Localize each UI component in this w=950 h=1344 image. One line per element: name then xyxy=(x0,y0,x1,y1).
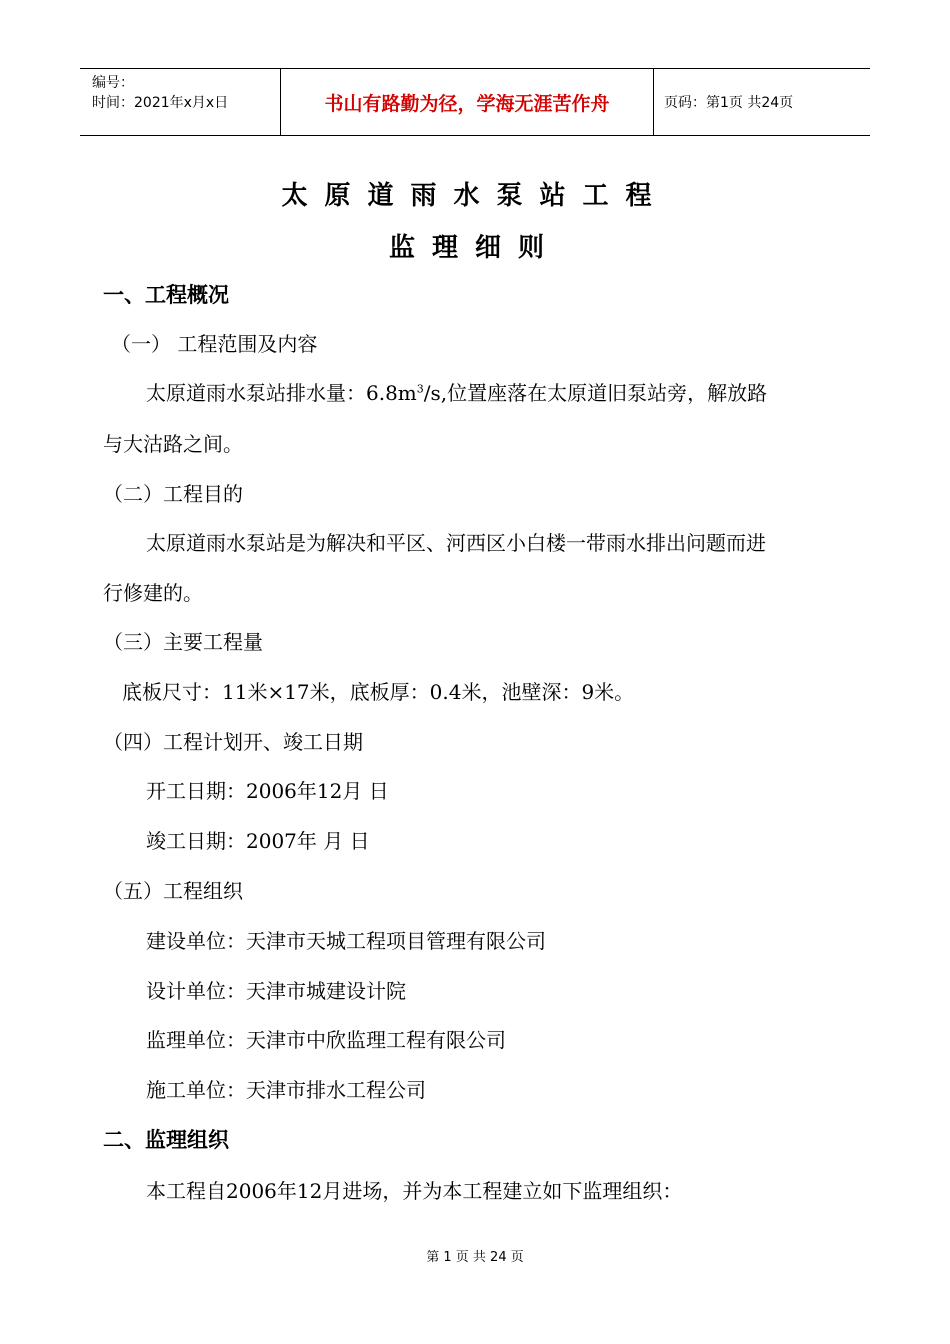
sub2-paragraph: 太原道雨水泵站是为解决和平区、河西区小白楼一带雨水排出问题而进 xyxy=(146,531,766,555)
end-date: 竣工日期：2007年 月 日 xyxy=(146,829,370,853)
org-build: 建设单位：天津市天城工程项目管理有限公司 xyxy=(146,929,546,953)
start-date: 开工日期：2006年12月 日 xyxy=(146,779,389,803)
superscript: 3 xyxy=(416,382,424,396)
sub2-paragraph-cont: 行修建的。 xyxy=(103,581,203,605)
org-design: 设计单位：天津市城建设计院 xyxy=(146,979,406,1003)
sub3-heading: （三）主要工程量 xyxy=(103,630,263,654)
sub1-paragraph-cont: 与大沽路之间。 xyxy=(103,432,243,456)
org-construct: 施工单位：天津市排水工程公司 xyxy=(146,1078,426,1102)
sub1-heading: （一） 工程范围及内容 xyxy=(111,332,318,356)
section2-heading: 二、监理组织 xyxy=(103,1128,229,1152)
sub1-paragraph: 太原道雨水泵站排水量：$6.8m^3/s$,位置座落在太原道旧泵站旁，解放路 xyxy=(146,381,768,405)
org-supervise: 监理单位：天津市中欣监理工程有限公司 xyxy=(146,1028,506,1052)
sub5-heading: （五）工程组织 xyxy=(103,879,243,903)
sub4-heading: （四）工程计划开、竣工日期 xyxy=(103,730,363,754)
document-subtitle: 监理细则 xyxy=(388,233,561,263)
header-motto: 书山有路勤为径，学海无涯苦作舟 xyxy=(281,69,654,135)
section1-heading: 一、工程概况 xyxy=(103,283,229,307)
document-header xyxy=(80,68,870,136)
number-label: 编号： xyxy=(92,75,134,91)
sub2-heading: （二）工程目的 xyxy=(103,482,243,506)
header-page-info: 页码：第1页 共24页 xyxy=(664,95,794,111)
document-title: 太原道雨水泵站工程 xyxy=(281,181,669,211)
page-footer: 第 1 页 共 24 页 xyxy=(426,1250,524,1265)
section2-paragraph: 本工程自2006年12月进场，并为本工程建立如下监理组织： xyxy=(146,1179,683,1203)
time-label: 时间：2021年x月x日 xyxy=(92,95,229,111)
sub3-paragraph: 底板尺寸：11米×17米，底板厚：0.4米，池壁深：9米。 xyxy=(122,680,635,704)
header-left-cell xyxy=(80,69,281,135)
